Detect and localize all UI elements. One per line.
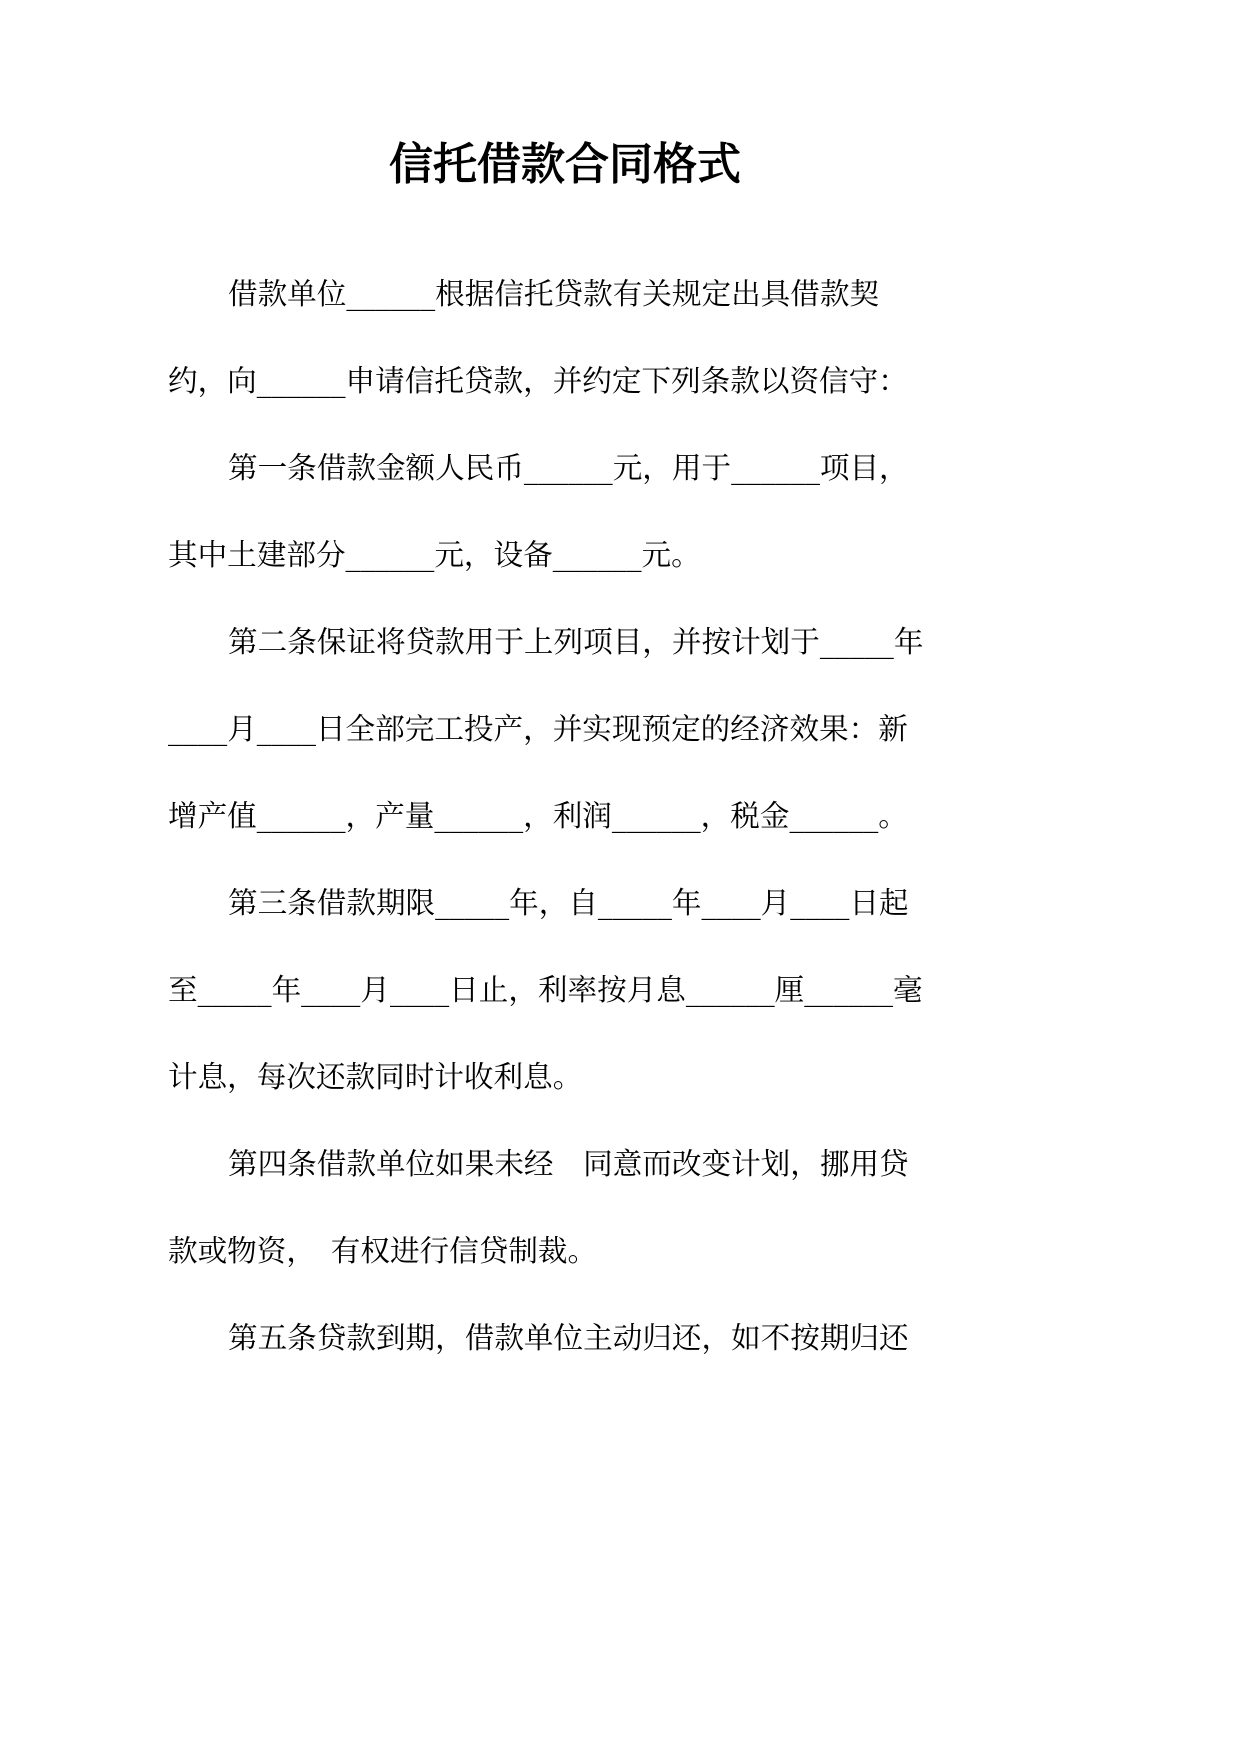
clause-paragraph [168, 251, 968, 425]
document-title: 信托借款合同格式 [389, 139, 741, 190]
document-line: 增产值______，产量______，利润______，税金______。 [168, 799, 908, 833]
document-line: ____月____日全部完工投产，并实现预定的经济效果：新 [168, 712, 908, 746]
document-line: 第三条借款期限_____年，自_____年____月____日起 [228, 886, 909, 920]
document-body [168, 251, 968, 1382]
clause-paragraph [168, 1295, 968, 1382]
document-line: 第五条贷款到期，借款单位主动归还，如不按期归还 [228, 1321, 909, 1355]
document-line: 第一条借款金额人民币______元，用于______项目， [228, 451, 909, 485]
clause-paragraph [168, 425, 968, 599]
document-line: 约，向______申请信托贷款，并约定下列条款以资信守： [168, 364, 908, 398]
document-line: 至_____年____月____日止，利率按月息______厘______毫 [168, 973, 923, 1007]
document-line: 第四条借款单位如果未经 同意而改变计划，挪用贷 [228, 1147, 909, 1181]
document-line: 其中土建部分______元，设备______元。 [168, 538, 701, 572]
document-line: 款或物资， 有权进行信贷制裁。 [168, 1234, 598, 1268]
clause-paragraph [168, 860, 968, 1121]
document-line: 借款单位______根据信托贷款有关规定出具借款契 [228, 277, 880, 311]
document-line: 第二条保证将贷款用于上列项目，并按计划于_____年 [228, 625, 924, 659]
clause-paragraph [168, 599, 968, 860]
clause-paragraph [168, 1121, 968, 1295]
document-line: 计息，每次还款同时计收利息。 [168, 1060, 583, 1094]
